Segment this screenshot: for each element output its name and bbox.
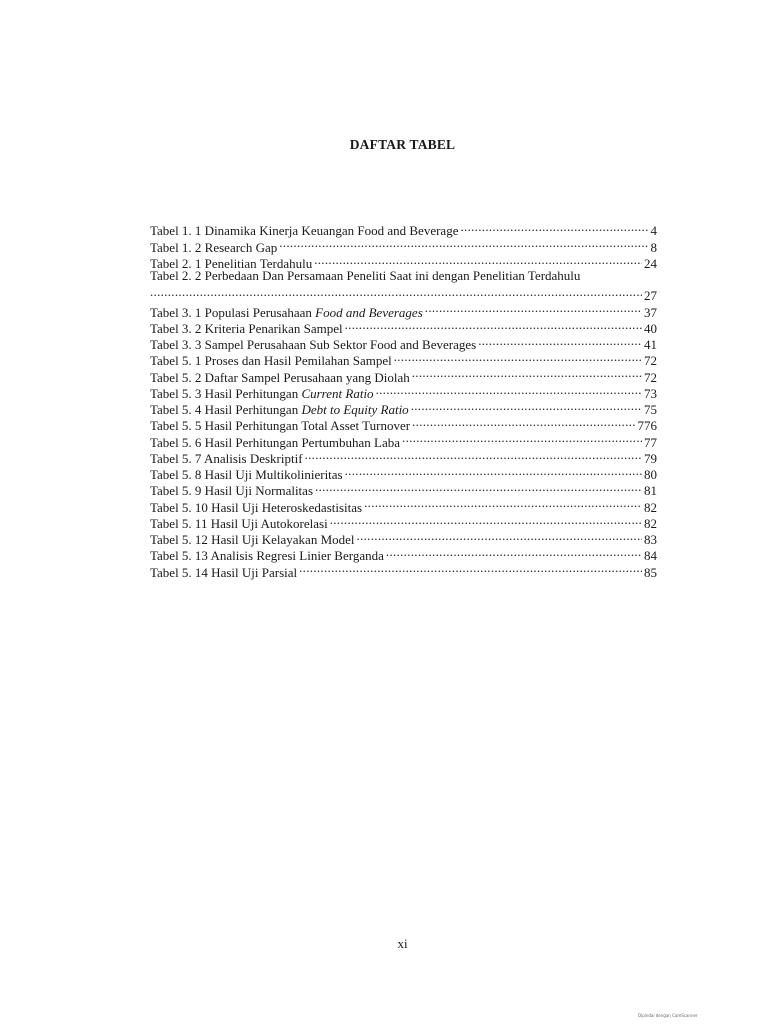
toc-entry-label-text: Tabel 5. 1 Proses dan Hasil Pemilahan Sampel bbox=[150, 353, 392, 369]
toc-entry-label bbox=[150, 386, 374, 402]
toc-entry-page-number: 37 bbox=[644, 304, 657, 320]
dot-leader bbox=[411, 398, 642, 414]
toc-entry-label-text: Tabel 3. 2 Kriteria Penarikan Sampel bbox=[150, 320, 343, 336]
toc-entry-page-number: 27 bbox=[644, 288, 657, 304]
toc-entry-label-text: Tabel 5. 5 Hasil Perhitungan Total Asset Turnover bbox=[150, 418, 411, 434]
toc-entry-label bbox=[150, 467, 343, 483]
dot-leader bbox=[345, 317, 642, 333]
toc-entry-label-text: Tabel 5. 2 Daftar Sampel Perusahaan yang Diolah bbox=[150, 369, 410, 385]
dot-leader bbox=[150, 284, 642, 300]
toc-entry-page-number: 77 bbox=[644, 434, 657, 450]
dot-leader bbox=[357, 528, 642, 544]
toc-entry-label bbox=[150, 240, 277, 256]
dot-leader bbox=[279, 235, 648, 251]
toc-entry-page-number: 79 bbox=[644, 450, 657, 466]
toc-entry-label-text: Tabel 5. 8 Hasil Uji Multikolinieritas bbox=[150, 467, 343, 482]
dot-leader bbox=[345, 463, 642, 479]
dot-leader bbox=[394, 349, 642, 365]
toc-entry-page-number: 81 bbox=[644, 483, 657, 499]
toc-entry-page-number: 776 bbox=[637, 418, 657, 434]
toc-entry-label bbox=[150, 418, 410, 434]
toc-entry-page-number: 8 bbox=[650, 239, 657, 255]
toc-entry-label-text: Tabel 5. 9 Hasil Uji Normalitas bbox=[150, 483, 314, 499]
dot-leader bbox=[299, 560, 642, 576]
toc-entry-label bbox=[150, 268, 657, 284]
toc-entry[interactable] bbox=[150, 268, 657, 284]
toc-entry-page-number: 80 bbox=[644, 467, 657, 482]
toc-entry-label-italic: Food and Beverages bbox=[315, 304, 423, 320]
toc-entry[interactable] bbox=[150, 284, 657, 304]
dot-leader bbox=[314, 252, 642, 268]
toc-entry-label-text: Tabel 5. 3 Hasil Perhitungan bbox=[150, 385, 302, 401]
dot-leader bbox=[412, 365, 642, 381]
toc-entry-label-text: Tabel 3. 1 Populasi Perusahaan bbox=[150, 304, 316, 320]
toc-entry-label bbox=[150, 370, 410, 386]
toc-entry-label-text: Tabel 5. 6 Hasil Perhitungan Pertumbuhan Laba bbox=[150, 434, 401, 450]
dot-leader bbox=[412, 414, 635, 430]
toc-entry-page-number: 75 bbox=[644, 402, 657, 417]
toc-entry-label-text: Tabel 2. 2 Perbedaan Dan Persamaan Peneliti Saat ini dengan Penelitian Terdahulu bbox=[150, 267, 581, 283]
toc-entry-label-text: Tabel 5. 10 Hasil Uji Heteroskedastisitas bbox=[150, 499, 363, 515]
toc-entry-page-number: 72 bbox=[644, 369, 657, 385]
toc-entry-label-text: Tabel 5. 12 Hasil Uji Kelayakan Model bbox=[150, 532, 355, 547]
toc-entry-label-text: Tabel 5. 11 Hasil Uji Autokorelasi bbox=[150, 515, 328, 531]
toc-entry-label bbox=[150, 353, 392, 369]
dot-leader bbox=[305, 447, 642, 463]
toc-entry-label bbox=[150, 483, 313, 499]
toc-entry-label bbox=[150, 532, 355, 548]
toc-entry-label-text: Tabel 5. 13 Analisis Regresi Linier Berganda bbox=[150, 548, 384, 564]
dot-leader bbox=[402, 430, 642, 446]
toc-entry-label-text: Tabel 5. 7 Analisis Deskriptif bbox=[150, 450, 303, 466]
dot-leader bbox=[376, 382, 642, 398]
toc-entry-label-text: Tabel 1. 2 Research Gap bbox=[150, 239, 278, 255]
dot-leader bbox=[478, 333, 642, 349]
scanner-watermark: Dipindai dengan CamScanner bbox=[638, 1013, 698, 1018]
toc-entry-page-number: 84 bbox=[644, 548, 657, 564]
toc-entry-label bbox=[150, 321, 343, 337]
table-list bbox=[150, 219, 657, 580]
dot-leader bbox=[364, 495, 642, 511]
toc-entry-label-text: Tabel 2. 1 Penelitian Terdahulu bbox=[150, 255, 313, 271]
toc-entry-label-italic: Current Ratio bbox=[301, 385, 374, 401]
toc-entry-page-number: 41 bbox=[644, 337, 657, 352]
toc-entry[interactable] bbox=[150, 219, 657, 239]
toc-entry-label bbox=[150, 565, 297, 581]
toc-entry-label-text: Tabel 3. 3 Sampel Perusahaan Sub Sektor Food and Beverages bbox=[150, 337, 477, 352]
toc-entry-label bbox=[150, 516, 328, 532]
page-title: DAFTAR TABEL bbox=[349, 137, 456, 152]
toc-entry-page-number: 72 bbox=[644, 353, 657, 369]
toc-entry-page-number: 24 bbox=[644, 255, 657, 271]
toc-entry-page-number: 82 bbox=[644, 499, 657, 515]
toc-entry-page-number: 83 bbox=[644, 532, 657, 547]
toc-entry-label-text: Tabel 1. 1 Dinamika Kinerja Keuangan Food and Beverage bbox=[150, 223, 459, 239]
dot-leader bbox=[315, 479, 642, 495]
toc-entry-label bbox=[150, 451, 303, 467]
toc-entry-page-number: 85 bbox=[644, 564, 657, 580]
toc-entry-page-number: 82 bbox=[644, 515, 657, 531]
toc-entry-page-number: 40 bbox=[644, 320, 657, 336]
toc-entry-page-number: 73 bbox=[644, 385, 657, 401]
dot-leader bbox=[330, 512, 642, 528]
toc-entry-label-italic: Debt to Equity Ratio bbox=[301, 402, 409, 417]
toc-entry-label-text: Tabel 5. 4 Hasil Perhitungan bbox=[150, 402, 302, 417]
dot-leader bbox=[460, 219, 648, 235]
toc-entry-label bbox=[150, 402, 409, 418]
dot-leader bbox=[425, 300, 642, 316]
toc-entry-label-text: Tabel 5. 14 Hasil Uji Parsial bbox=[150, 564, 298, 580]
toc-entry[interactable] bbox=[150, 300, 657, 320]
dot-leader bbox=[386, 544, 642, 560]
page-number: xi bbox=[397, 936, 408, 951]
toc-entry-page-number: 4 bbox=[650, 223, 657, 239]
